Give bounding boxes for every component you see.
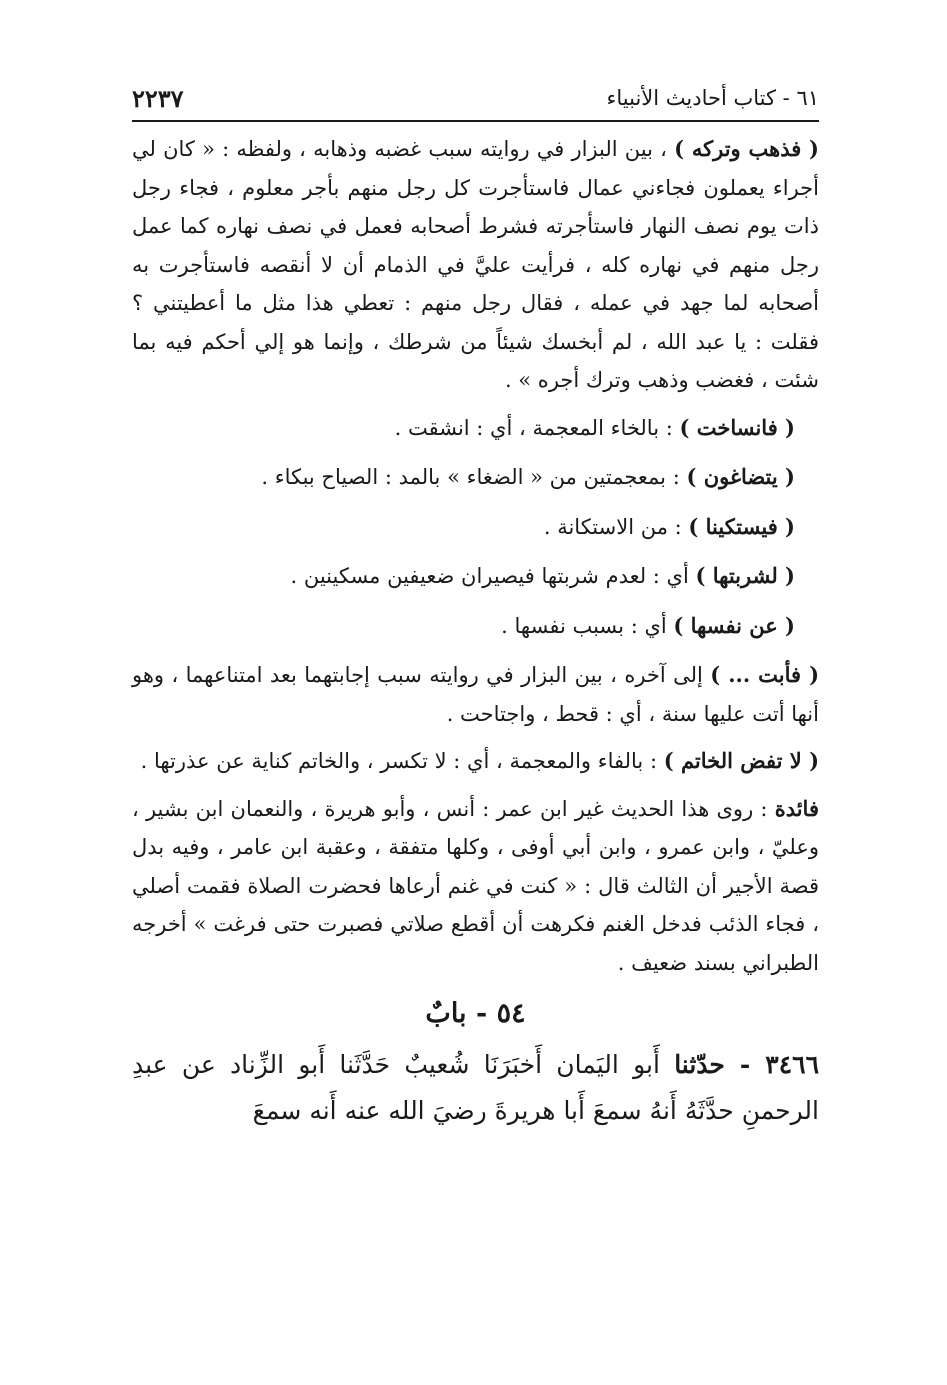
- commentary-paragraph: [132, 557, 819, 596]
- chapter-title: ٦١ - كتاب أحاديث الأنبياء: [606, 86, 819, 110]
- commentary-text: : بمعجمتين من « الضغاء » بالمد : الصياح ببكاء .: [261, 465, 687, 489]
- commentary-paragraph: [132, 409, 819, 448]
- commentary-text: ، بين البزار في روايته سبب غضبه وذهابه ، ولفظه : « كان لي أجراء يعملون فجاءني عمال فاستأجرت كل رجل منهم بأجر معلوم ، فجاء رجل ذات يوم نصف النهار فاستأجرته فشرط أصحابه فعمل في نصف نهاره كما عمل رجل منهم في نهاره كله ، فرأيت عليَّ في الذمام أن لا أنقصه فاستأجرت به أصحابه لما جهد في عمله ، فقال رجل منهم : تعطي هذا مثل ما أعطيتني ؟ فقلت : يا عبد الله ، لم أبخسك شيئاً من شرطك ، وإنما هو إلي أحكم فيه بما شئت ، فغضب وذهب وترك أجره » .: [132, 137, 819, 392]
- commentary-text: : بالفاء والمعجمة ، أي : لا تكسر ، والخاتم كناية عن عذرتها .: [140, 749, 664, 773]
- commentary-paragraph: [132, 508, 819, 547]
- commentary-keyword: ( فأبت ... ): [710, 662, 820, 687]
- commentary-keyword: ( لشربتها ): [695, 563, 795, 588]
- commentary-paragraph: [132, 458, 819, 497]
- benefit-text: : روى هذا الحديث غير ابن عمر : أنس ، وأبو هريرة ، والنعمان ابن بشير ، وعليّ ، وابن عمرو ، وابن أبي أوفى ، وكلها متفقة ، وعقبة ابن عامر ، وفيه بدل قصة الأجير أن الثالث قال : « كنت في غنم أرعاها فحضرت الصلاة فقمت أصلي ، فجاء الذئب فدخل الغنم فكرهت أن أقطع صلاتي فصبرت حتى فرغت » أخرجه الطبراني بسند ضعيف .: [132, 796, 819, 975]
- commentary-paragraph: [132, 656, 819, 733]
- chapter-heading: ٥٤ - بابٌ: [425, 998, 526, 1029]
- commentary-text: : بالخاء المعجمة ، أي : انشقت .: [394, 415, 680, 440]
- commentary-text: أي : بسبب نفسها .: [501, 613, 674, 638]
- benefit-paragraph: [132, 790, 819, 983]
- hadith-chain: أَبو اليَمان أَخبَرَنَا شُعيبٌ حَدَّثَنا أَبو الزِّناد عن عبدِ الرحمنِ حدَّثَهُ أَنهُ سمعَ أَبا هريرةَ رضيَ الله عنه أَنه سمعَ: [132, 1050, 819, 1125]
- commentary-paragraph: [132, 742, 819, 781]
- page-number: ٢٢٣٧: [132, 84, 184, 113]
- commentary-paragraph: [132, 130, 819, 400]
- commentary-text: أي : لعدم شربتها فيصيران ضعيفين مسكينين .: [290, 564, 696, 588]
- book-page: [132, 78, 819, 1368]
- commentary-keyword: ( فيستكينا ): [688, 513, 795, 539]
- benefit-keyword: فائدة: [774, 795, 819, 821]
- hadith-number: ٣٤٦٦ - حدّثنا: [674, 1050, 820, 1079]
- commentary-keyword: ( فانساخت ): [679, 414, 795, 440]
- page-header: [132, 78, 819, 118]
- commentary-text: إلى آخره ، بين البزار في روايته سبب إجابتهما بعد امتناعهما ، وهو أنها أتت عليها سنة ، أي : قحط ، واجتاحت .: [132, 663, 819, 726]
- commentary-text: : من الاستكانة .: [543, 514, 689, 539]
- commentary-keyword: ( فذهب وتركه ): [674, 136, 819, 161]
- commentary-paragraph: [132, 607, 819, 646]
- hadith-text: [132, 1042, 819, 1134]
- header-divider: [132, 120, 819, 122]
- commentary-keyword: ( لا تفض الخاتم ): [663, 748, 819, 773]
- commentary-keyword: ( يتضاغون ): [686, 464, 795, 489]
- commentary-keyword: ( عن نفسها ): [673, 612, 795, 638]
